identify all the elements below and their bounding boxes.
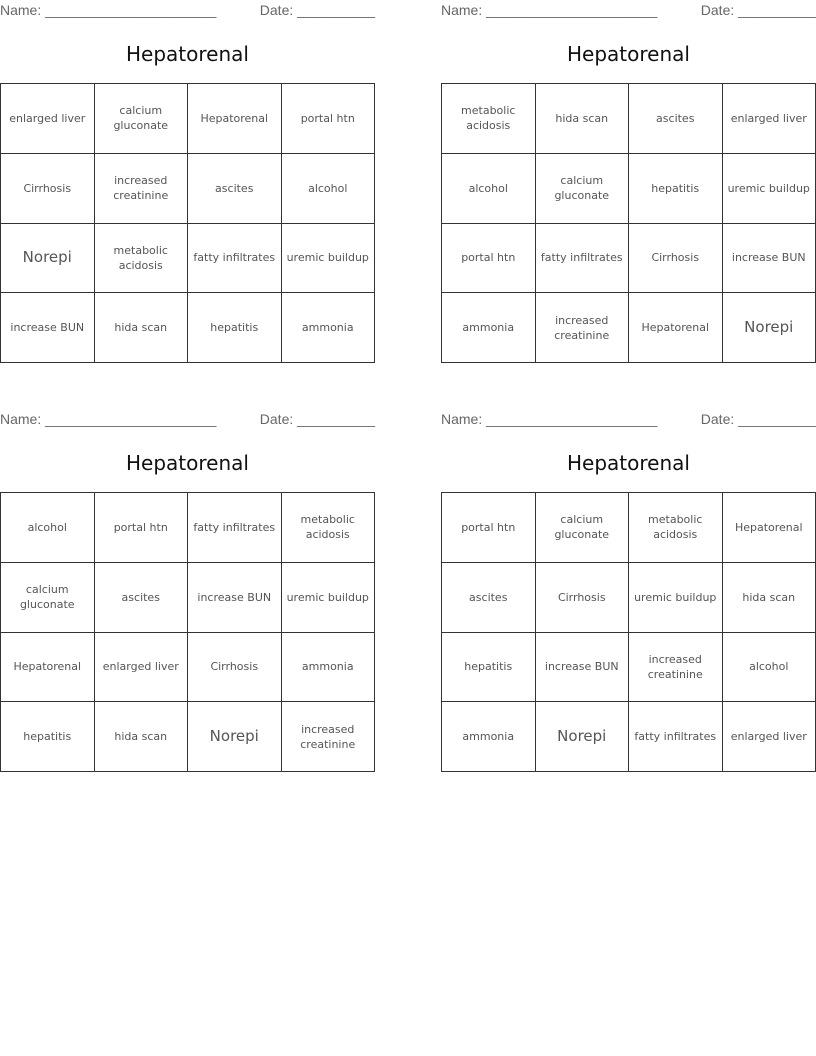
bingo-cell: ascites <box>94 562 188 632</box>
grid-row <box>442 153 816 223</box>
bingo-cell: enlarged liver <box>94 632 188 702</box>
bingo-cell: increase BUN <box>535 632 629 702</box>
bingo-cell: Cirrhosis <box>188 632 282 702</box>
bingo-cell: metabolic acidosis <box>629 493 723 563</box>
bingo-grid <box>0 83 375 363</box>
bingo-cell: increased creatinine <box>94 153 188 223</box>
grid-row <box>442 493 816 563</box>
bingo-cell: fatty infiltrates <box>535 223 629 293</box>
name-field-line: Name: ______________________ <box>0 411 217 427</box>
grid-row <box>442 293 816 363</box>
bingo-cell: uremic buildup <box>722 153 816 223</box>
card-header <box>441 2 816 20</box>
grid-row <box>1 223 375 293</box>
bingo-cell: Norepi <box>535 702 629 772</box>
bingo-card-1 <box>0 0 375 360</box>
card-title: Hepatorenal <box>567 42 690 66</box>
bingo-cell: Norepi <box>188 702 282 772</box>
grid-row <box>1 702 375 772</box>
grid-row <box>1 84 375 154</box>
name-field-line: Name: ______________________ <box>441 2 658 18</box>
bingo-grid <box>441 83 816 363</box>
card-header <box>0 2 375 20</box>
bingo-cell: portal htn <box>442 223 536 293</box>
bingo-cell: increase BUN <box>722 223 816 293</box>
card-header <box>441 411 816 429</box>
bingo-cell: alcohol <box>442 153 536 223</box>
bingo-cell: ascites <box>442 562 536 632</box>
grid-row <box>1 493 375 563</box>
bingo-cell: hida scan <box>535 84 629 154</box>
bingo-cell: hida scan <box>94 293 188 363</box>
bingo-cell: Hepatorenal <box>629 293 723 363</box>
bingo-cell: calcium gluconate <box>535 153 629 223</box>
bingo-card-4 <box>441 409 816 769</box>
bingo-cell: Norepi <box>722 293 816 363</box>
bingo-cell: hepatitis <box>188 293 282 363</box>
bingo-cell: uremic buildup <box>281 223 375 293</box>
bingo-cell: uremic buildup <box>281 562 375 632</box>
bingo-cell: uremic buildup <box>629 562 723 632</box>
bingo-cell: Cirrhosis <box>629 223 723 293</box>
grid-row <box>1 153 375 223</box>
bingo-cell: increased creatinine <box>281 702 375 772</box>
bingo-cell: alcohol <box>281 153 375 223</box>
bingo-cell: fatty infiltrates <box>188 493 282 563</box>
bingo-cell: ammonia <box>442 702 536 772</box>
name-field-line: Name: ______________________ <box>0 2 217 18</box>
date-field-line: Date: __________ <box>700 411 816 427</box>
grid-row <box>1 293 375 363</box>
bingo-card-3 <box>0 409 375 769</box>
bingo-cell: alcohol <box>1 493 95 563</box>
bingo-cell: metabolic acidosis <box>281 493 375 563</box>
bingo-cell: calcium gluconate <box>535 493 629 563</box>
bingo-cell: increased creatinine <box>535 293 629 363</box>
bingo-cell: hida scan <box>94 702 188 772</box>
card-title: Hepatorenal <box>567 451 690 475</box>
bingo-cell: hepatitis <box>629 153 723 223</box>
bingo-cell: ascites <box>629 84 723 154</box>
bingo-cell: Hepatorenal <box>188 84 282 154</box>
bingo-cell: portal htn <box>281 84 375 154</box>
grid-row <box>1 632 375 702</box>
bingo-cell: enlarged liver <box>1 84 95 154</box>
bingo-card-2 <box>441 0 816 360</box>
bingo-cell: portal htn <box>94 493 188 563</box>
bingo-grid <box>0 492 375 772</box>
bingo-cell: alcohol <box>722 632 816 702</box>
card-header <box>0 411 375 429</box>
grid-row <box>442 562 816 632</box>
grid-row <box>442 702 816 772</box>
bingo-cell: ammonia <box>281 293 375 363</box>
bingo-cell: fatty infiltrates <box>188 223 282 293</box>
bingo-cell: calcium gluconate <box>94 84 188 154</box>
bingo-cell: Hepatorenal <box>722 493 816 563</box>
bingo-cell: enlarged liver <box>722 84 816 154</box>
bingo-cell: metabolic acidosis <box>94 223 188 293</box>
grid-row <box>442 223 816 293</box>
bingo-cell: Cirrhosis <box>1 153 95 223</box>
bingo-cell: enlarged liver <box>722 702 816 772</box>
bingo-cell: increased creatinine <box>629 632 723 702</box>
date-field-line: Date: __________ <box>259 411 375 427</box>
bingo-cell: fatty infiltrates <box>629 702 723 772</box>
bingo-cell: Cirrhosis <box>535 562 629 632</box>
bingo-cell: increase BUN <box>188 562 282 632</box>
grid-row <box>442 84 816 154</box>
bingo-cell: Norepi <box>1 223 95 293</box>
bingo-cell: ammonia <box>442 293 536 363</box>
bingo-cell: ascites <box>188 153 282 223</box>
bingo-cell: portal htn <box>442 493 536 563</box>
bingo-cell: increase BUN <box>1 293 95 363</box>
card-title: Hepatorenal <box>126 42 249 66</box>
bingo-grid <box>441 492 816 772</box>
card-title: Hepatorenal <box>126 451 249 475</box>
bingo-cell: hepatitis <box>1 702 95 772</box>
grid-row <box>1 562 375 632</box>
bingo-cell: hida scan <box>722 562 816 632</box>
grid-row <box>442 632 816 702</box>
bingo-cell: ammonia <box>281 632 375 702</box>
bingo-cell: calcium gluconate <box>1 562 95 632</box>
bingo-cell: hepatitis <box>442 632 536 702</box>
name-field-line: Name: ______________________ <box>441 411 658 427</box>
bingo-cell: Hepatorenal <box>1 632 95 702</box>
bingo-cell: metabolic acidosis <box>442 84 536 154</box>
date-field-line: Date: __________ <box>700 2 816 18</box>
date-field-line: Date: __________ <box>259 2 375 18</box>
